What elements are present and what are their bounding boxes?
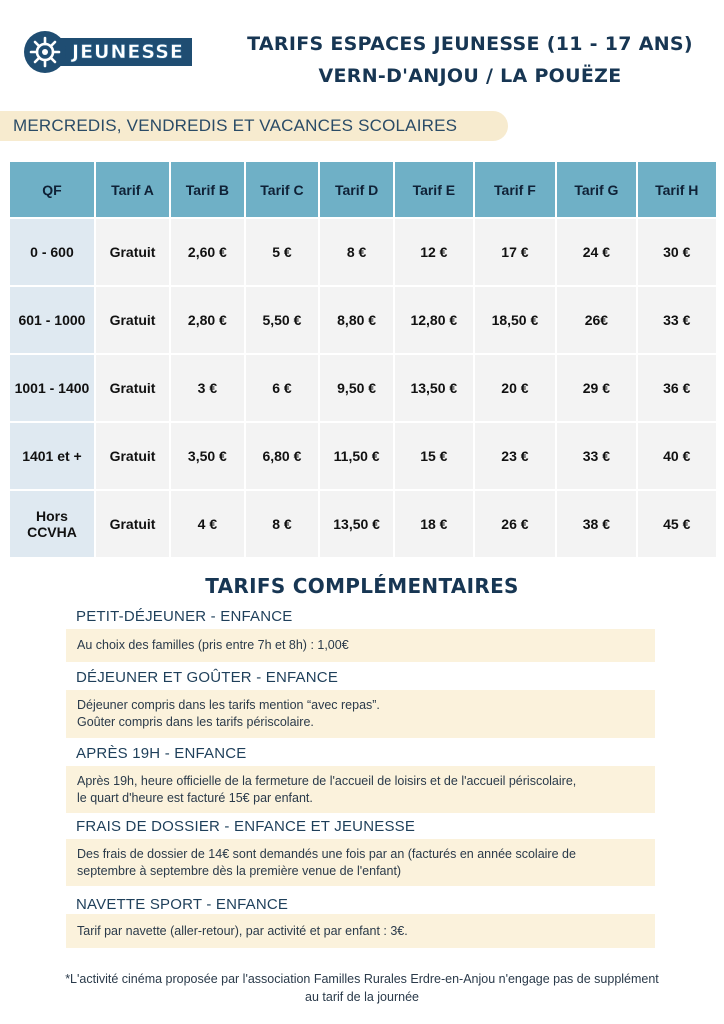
block-heading-dejeuner-gouter: DÉJEUNER ET GOÛTER - ENFANCE [76,669,339,686]
table-cell: 18 € [395,491,473,557]
table-cell: 2,60 € [171,219,244,285]
logo-banner [60,38,192,66]
block-body-frais-dossier [66,839,655,886]
block-heading-frais-dossier: FRAIS DE DOSSIER - ENFANCE ET JEUNESSE [76,818,416,835]
table-cell: 6 € [246,355,319,421]
section-banner: MERCREDIS, VENDREDIS ET VACANCES SCOLAIRES [0,111,508,141]
block-line: septembre à septembre dès la première venue de l'enfant) [77,863,402,878]
header-cell: Tarif G [557,162,635,217]
table-cell: 4 € [171,491,244,557]
page-title-line1: TARIFS ESPACES JEUNESSE (11 - 17 ANS) [247,33,693,55]
block-body-dejeuner-gouter [66,690,655,738]
table-cell: 6,80 € [246,423,319,489]
footnote [30,970,694,1006]
table-cell: 5 € [246,219,319,285]
table-cell: 8 € [246,491,319,557]
table-cell: 24 € [557,219,635,285]
qf-cell: 1401 et + [10,423,94,489]
page-title-line2: VERN-D'ANJOU / LA POUËZE [318,65,622,87]
table-cell: 2,80 € [171,287,244,353]
table-cell: 13,50 € [395,355,473,421]
table-cell: 15 € [395,423,473,489]
table-cell: 5,50 € [246,287,319,353]
table-cell: 17 € [475,219,556,285]
block-heading-petit-dejeuner: PETIT-DÉJEUNER - ENFANCE [76,608,293,625]
table-cell: 11,50 € [320,423,393,489]
header-cell: Tarif C [246,162,319,217]
table-cell: 26€ [557,287,635,353]
qf-cell: 601 - 1000 [10,287,94,353]
table-cell: 20 € [475,355,556,421]
block-body-petit-dejeuner [66,629,655,662]
table-cell: 29 € [557,355,635,421]
table-cell: 3 € [171,355,244,421]
table-row [10,355,716,421]
table-cell: 40 € [638,423,716,489]
header-cell: Tarif D [320,162,393,217]
table-cell: 36 € [638,355,716,421]
table-cell: Gratuit [96,491,169,557]
table-cell: 12,80 € [395,287,473,353]
header-cell: Tarif B [171,162,244,217]
table-cell: 12 € [395,219,473,285]
qf-cell: 0 - 600 [10,219,94,285]
table-header-row [10,162,716,217]
logo [24,31,192,73]
table-row [10,219,716,285]
footnote-line2: au tarif de la journée [305,990,419,1004]
table-cell: Gratuit [96,219,169,285]
table-row [10,423,716,489]
complementaires-title: TARIFS COMPLÉMENTAIRES [205,574,519,598]
table-row [10,287,716,353]
block-line: Des frais de dossier de 14€ sont demandés une fois par an (facturés en année scolaire de [77,846,576,861]
header-cell: Tarif H [638,162,716,217]
block-heading-apres-19h: APRÈS 19H - ENFANCE [76,745,247,762]
block-line: Après 19h, heure officielle de la fermeture de l'accueil de loisirs et de l'accueil périscolaire, [77,773,577,788]
block-line: le quart d'heure est facturé 15€ par enfant. [77,790,313,805]
block-line: Déjeuner compris dans les tarifs mention “avec repas”. [77,698,380,712]
qf-cell: 1001 - 1400 [10,355,94,421]
table-cell: 38 € [557,491,635,557]
qf-cell: Hors CCVHA [10,491,94,557]
table-cell: 23 € [475,423,556,489]
table-cell: 30 € [638,219,716,285]
table-cell: 3,50 € [171,423,244,489]
header-cell: Tarif A [96,162,169,217]
table-cell: 33 € [557,423,635,489]
header-cell: Tarif E [395,162,473,217]
block-line: Tarif par navette (aller-retour), par activité et par enfant : 3€. [77,923,408,938]
table-row [10,491,716,557]
block-line: Goûter compris dans les tarifs périscolaire. [77,715,314,729]
table-cell: 8 € [320,219,393,285]
table-cell: Gratuit [96,355,169,421]
tarifs-table [8,160,718,559]
footnote-line1: *L'activité cinéma proposée par l'association Familles Rurales Erdre-en-Anjou n'engage pas de supplément [65,972,659,986]
table-cell: 13,50 € [320,491,393,557]
table-cell: 9,50 € [320,355,393,421]
header-cell: QF [10,162,94,217]
table-cell: 26 € [475,491,556,557]
table-cell: 18,50 € [475,287,556,353]
block-heading-navette-sport: NAVETTE SPORT - ENFANCE [76,896,289,913]
table-cell: 45 € [638,491,716,557]
table-cell: Gratuit [96,287,169,353]
logo-text: JEUNESSE [72,41,184,63]
table-cell: 33 € [638,287,716,353]
table-cell: Gratuit [96,423,169,489]
table-cell: 8,80 € [320,287,393,353]
block-body-apres-19h [66,766,655,813]
header-cell: Tarif F [475,162,556,217]
helm-icon [24,31,66,73]
block-body-navette-sport [66,914,655,948]
block-line: Au choix des familles (pris entre 7h et 8h) : 1,00€ [77,638,349,652]
